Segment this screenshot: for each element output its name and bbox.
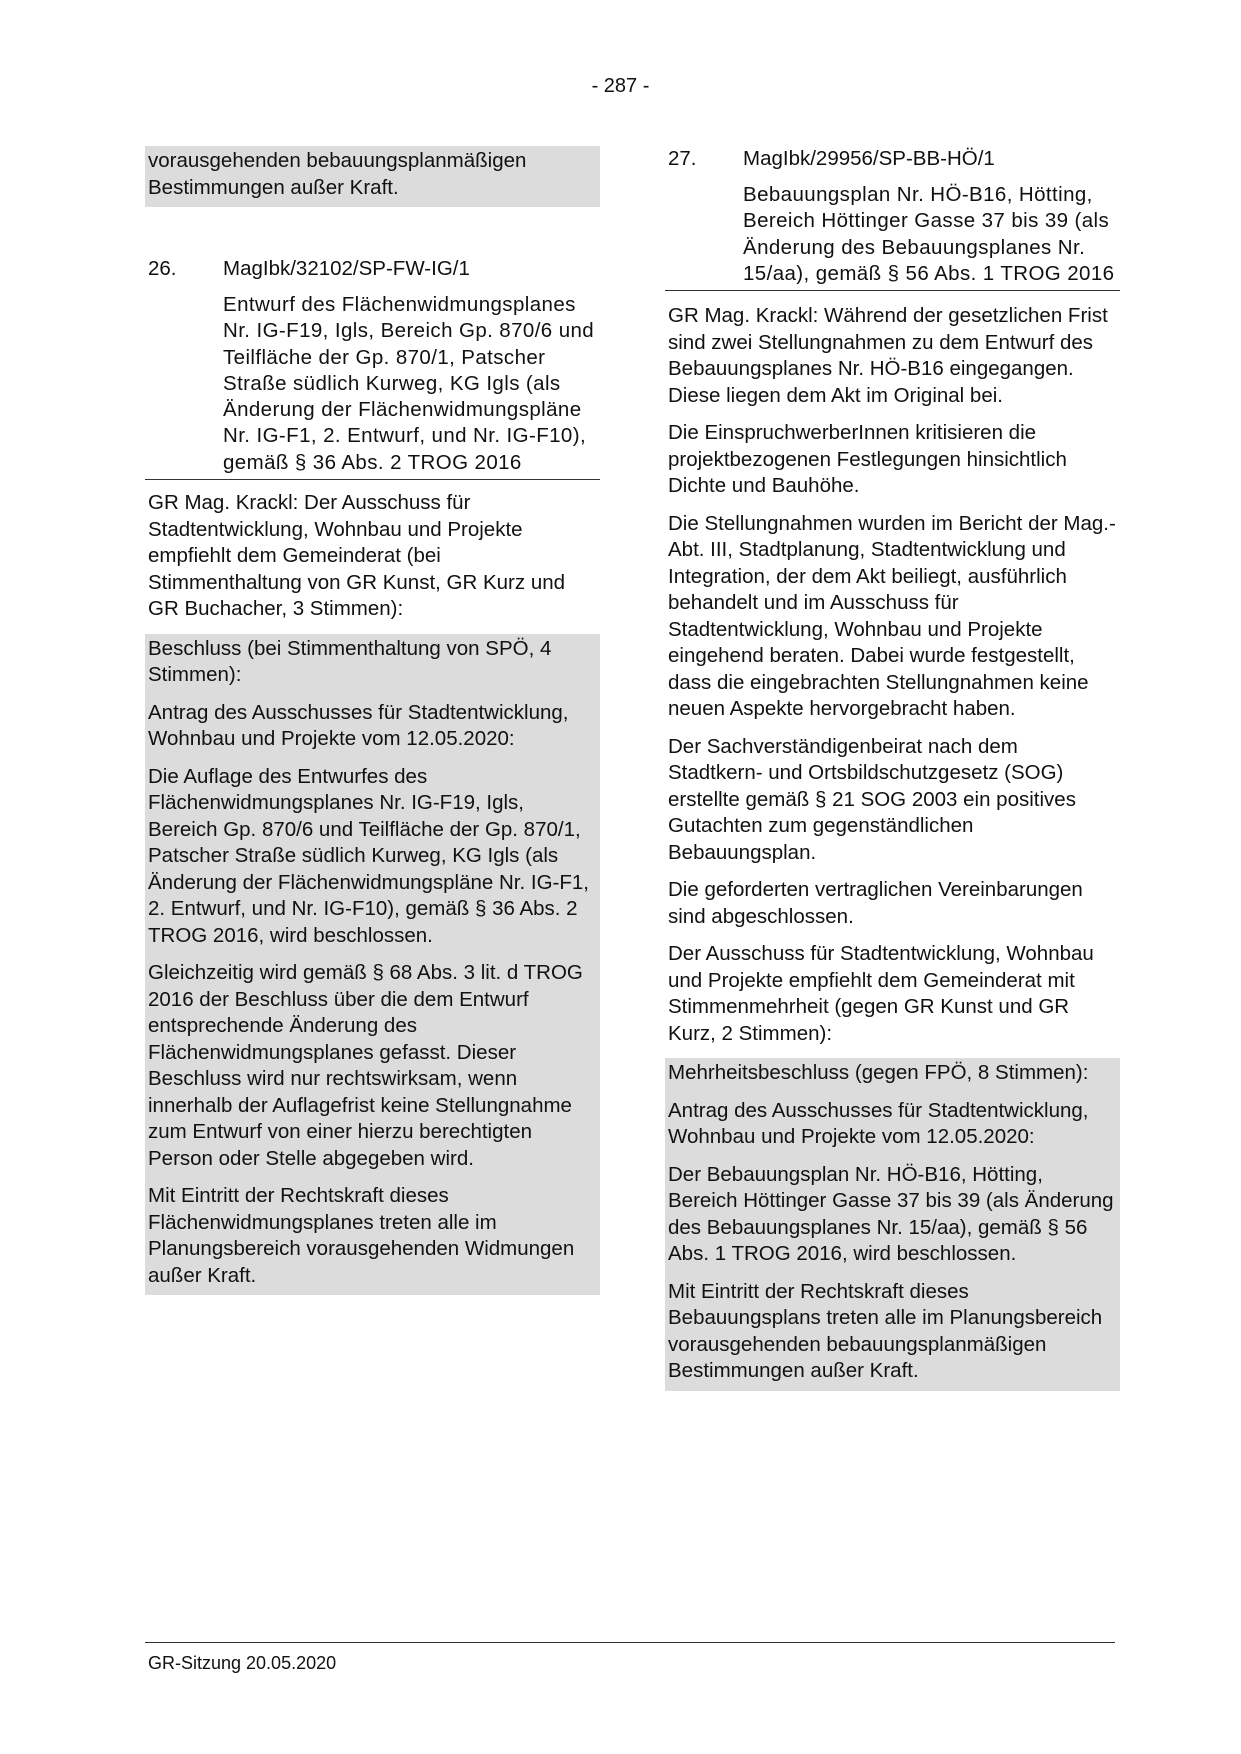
item-number: 26. (148, 257, 177, 280)
item-reference: MagIbk/32102/SP-FW-IG/1 (223, 257, 470, 280)
item-26-decision (145, 634, 600, 1296)
body-paragraph: GR Mag. Krackl: Während der gesetzlichen Frist sind zwei Stellungnahmen zu dem Entwurf des Bebauungsplanes Nr. HÖ-B16 eingegangen. Diese liegen dem Akt im Original bei. (668, 304, 1108, 407)
item-reference: MagIbk/29956/SP-BB-HÖ/1 (743, 147, 995, 170)
body-paragraph: Die Stellungnahmen wurden im Bericht der Mag.-Abt. III, Stadtplanung, Stadtentwicklung und Integration, der dem Akt beiliegt, ausführlich behandelt und im Ausschuss für Stadtentwicklung, Wohnbau und Projekte eingehend beraten. Dabei wurde festgestellt, dass die eingebrachten Stellungnahmen keine neuen Aspekte hervorgebracht haben. (668, 511, 1116, 721)
page-number: - 287 - (591, 75, 650, 97)
body-paragraph: Die geforderten vertraglichen Vereinbarungen sind abgeschlossen. (668, 878, 1083, 928)
item-26-header (145, 256, 600, 480)
body-paragraph: Der Sachverständigenbeirat nach dem Stadtkern- und Ortsbildschutzgesetz (SOG) erstellte gemäß § 21 SOG 2003 ein positives Gutachten zum gegenständlichen Bebauungsplan. (668, 734, 1076, 864)
decision-paragraph: Mehrheitsbeschluss (gegen FPÖ, 8 Stimmen): (668, 1061, 1089, 1085)
decision-paragraph: Mit Eintritt der Rechtskraft dieses Flächenwidmungsplanes treten alle im Planungsbereich vorausgehenden Widmungen außer Kraft. (148, 1184, 575, 1287)
decision-paragraph: Der Bebauungsplan Nr. HÖ-B16, Hötting, Bereich Höttinger Gasse 37 bis 39 (als Änderung des Bebauungsplanes Nr. 15/aa), gemäß § 56 Abs. 1 TROG 2016, wird beschlossen. (668, 1162, 1114, 1266)
decision-paragraph: Mit Eintritt der Rechtskraft dieses Bebauungsplans treten alle im Planungsbereich vorausgehenden bebauungsplanmäßigen Bestimmungen außer Kraft. (668, 1279, 1103, 1383)
item-title: Bebauungsplan Nr. HÖ-B16, Hötting, Bereich Höttinger Gasse 37 bis 39 (als Änderung des Bebauungsplanes Nr. 15/aa), gemäß § 56 Abs. 1 TROG 2016 (743, 183, 1115, 285)
item-26-intro (145, 490, 600, 623)
decision-paragraph: Die Auflage des Entwurfes des Flächenwidmungsplanes Nr. IG-F19, Igls, Bereich Gp. 870/6 und Teilfläche der Gp. 870/1, Patscher Straße südlich Kurweg, KG Igls (als Änderung der Flächenwidmungspläne Nr. IG-F1, 2. Entwurf, und Nr. IG-F10), gemäß § 36 Abs. 2 TROG 2016, wird beschlossen. (148, 764, 589, 947)
decision-paragraph: Gleichzeitig wird gemäß § 68 Abs. 3 lit. d TROG 2016 der Beschluss über die dem Entwurf entsprechende Änderung des Flächenwidmungsplanes gefasst. Dieser Beschluss wird nur rechtswirksam, wenn innerhalb der Auflagefrist keine Stellungnahme zum Entwurf von einer hierzu berechtigten Person oder Stelle abgegeben wird. (148, 961, 583, 1170)
body-paragraph: Die EinspruchwerberInnen kritisieren die projektbezogenen Festlegungen hinsichtlich Dichte und Bauhöhe. (668, 421, 1067, 498)
footer-text: GR-Sitzung 20.05.2020 (148, 1653, 337, 1673)
intro-paragraph: GR Mag. Krackl: Der Ausschuss für Stadtentwicklung, Wohnbau und Projekte empfiehlt dem Gemeinderat (bei Stimmenthaltung von GR Kunst, GR Kurz und GR Buchacher, 3 Stimmen): (148, 491, 566, 621)
item-27-decision (665, 1058, 1120, 1391)
decision-paragraph: Antrag des Ausschusses für Stadtentwicklung, Wohnbau und Projekte vom 12.05.2020: (148, 700, 569, 751)
right-column (665, 146, 1120, 1391)
left-column (145, 146, 600, 1295)
item-27-body (665, 303, 1120, 1047)
decision-paragraph: Antrag des Ausschusses für Stadtentwicklung, Wohnbau und Projekte vom 12.05.2020: (668, 1098, 1089, 1149)
carryover-text: vorausgehenden bebauungsplanmäßigen Bestimmungen außer Kraft. (148, 149, 527, 199)
decision-paragraph: Beschluss (bei Stimmenthaltung von SPÖ, 4 Stimmen): (148, 636, 552, 687)
item-number: 27. (668, 147, 697, 170)
carryover-block (145, 146, 600, 207)
item-27-header (665, 146, 1120, 291)
footer-divider (145, 1642, 1115, 1643)
item-title: Entwurf des Flächenwidmungsplanes Nr. IG-F19, Igls, Bereich Gp. 870/6 und Teilfläche der Gp. 870/1, Patscher Straße südlich Kurweg, KG Igls (als Änderung der Flächenwidmungspläne Nr. IG-F1, 2. Entwurf, und Nr. IG-F10), gemäß § 36 Abs. 2 TROG 2016 (223, 293, 595, 474)
body-paragraph: Der Ausschuss für Stadtentwicklung, Wohnbau und Projekte empfiehlt dem Gemeinderat mit Stimmenmehrheit (gegen GR Kunst und GR Kurz, 2 Stimmen): (668, 942, 1094, 1045)
